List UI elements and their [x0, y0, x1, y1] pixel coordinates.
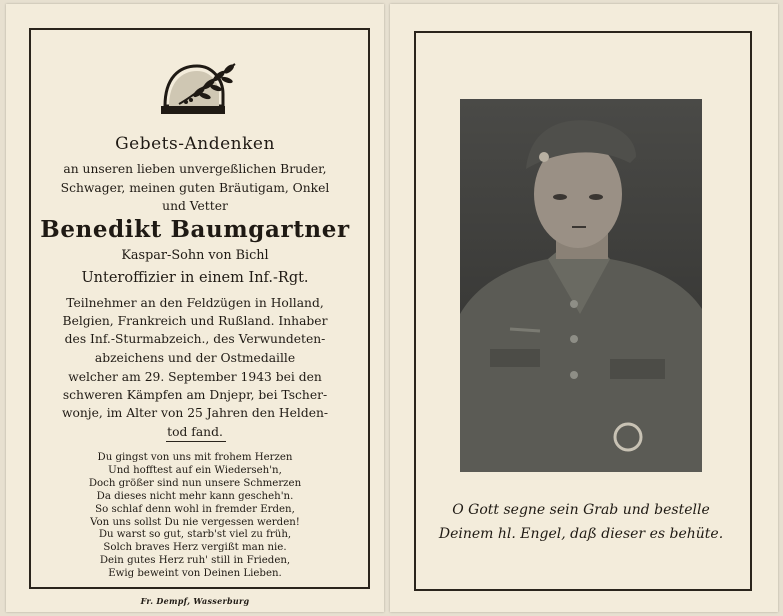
death-line: welcher am 29. September 1943 bei den — [68, 370, 322, 384]
dedication-line: Schwager, meinen guten Bräutigam, Onkel — [60, 180, 330, 195]
helmet-emblem-icon — [139, 56, 249, 118]
service-line: Teilnehmer an den Feldzügen in Holland, — [66, 296, 324, 310]
memorial-poem — [6, 452, 384, 581]
poem-line: Du warst so gut, starb'st viel zu früh, — [98, 529, 292, 541]
service-line: abzeichens und der Ostmedaille — [94, 350, 296, 365]
card-heading: Gebets-Andenken — [115, 134, 275, 154]
poem-line: Doch größer sind nun unsere Schmerzen — [88, 477, 302, 489]
divider — [166, 441, 226, 442]
poem-line: Du gingst von uns mit frohem Herzen — [97, 452, 293, 463]
soldier-portrait-photo — [460, 99, 702, 472]
printer-credit: Fr. Dempf, Wasserburg — [140, 596, 250, 606]
blessing-line: O Gott segne sein Grab und bestelle — [452, 502, 710, 518]
poem-line: So schlaf denn wohl in fremder Erden, — [95, 503, 295, 515]
poem-line: Ewig beweint von Deinen Lieben. — [108, 568, 282, 580]
military-rank: Unteroffizier in einem Inf.-Rgt. — [81, 270, 309, 286]
service-line: des Inf.-Sturmabzeich., des Verwundeten- — [64, 332, 326, 347]
blessing-line: Deinem hl. Engel, daß dieser es behüte. — [438, 526, 724, 542]
blessing-text — [414, 498, 748, 546]
death-line: wonje, im Alter von 25 Jahren den Helden- — [61, 406, 329, 421]
poem-line: Dein gutes Herz ruh' still in Frieden, — [99, 555, 291, 567]
service-line: Belgien, Frankreich und Rußland. Inhaber — [62, 314, 328, 329]
poem-line: Von uns sollst Du nie vergessen werden! — [90, 516, 300, 528]
dedication-line: und Vetter — [162, 199, 228, 213]
poem-line: Solch braves Herz vergißt man nie. — [103, 542, 287, 554]
deceased-name: Benedikt Baumgartner — [40, 216, 350, 243]
family-origin: Kaspar-Sohn von Bichl — [121, 248, 269, 263]
left-card — [6, 4, 384, 612]
death-line: schweren Kämpfen am Dnjepr, bei Tscher- — [62, 388, 328, 403]
service-record — [6, 294, 384, 367]
death-line: tod fand. — [167, 424, 223, 439]
poem-line: Da dieses nicht mehr kann gescheh'n. — [96, 490, 294, 502]
poem-line: Und hofftest auf ein Wiederseh'n, — [108, 464, 282, 476]
dedication-line: an unseren lieben unvergeßlichen Bruder, — [63, 162, 327, 176]
right-card — [390, 4, 778, 612]
death-notice — [6, 368, 384, 441]
dedication-text — [6, 160, 384, 216]
